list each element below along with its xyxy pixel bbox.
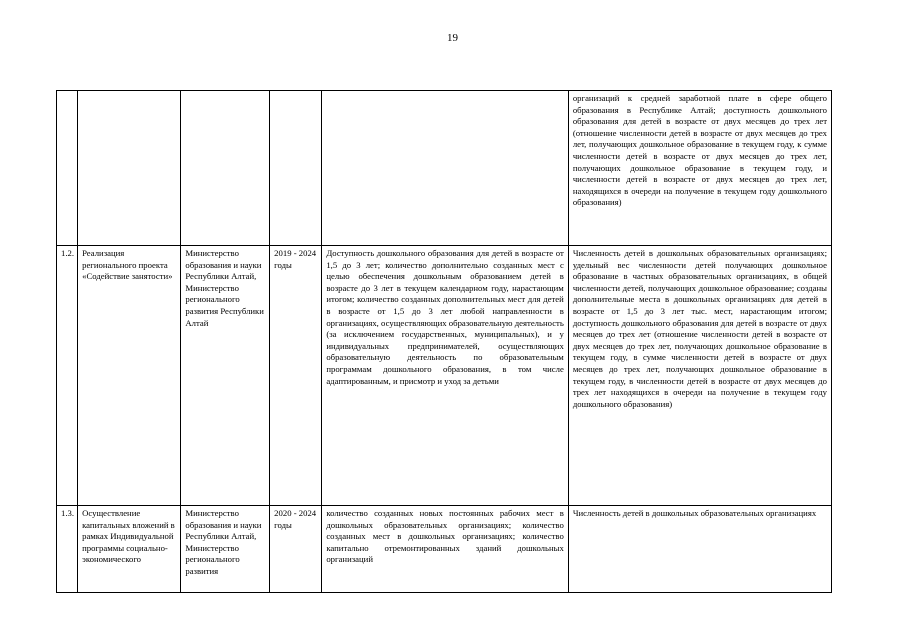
period-cell: 2020 - 2024 годы <box>270 506 322 593</box>
row-number-cell: 1.2. <box>57 246 78 506</box>
row-number-cell <box>57 91 78 246</box>
executor-cell: Министерство образования и науки Республики Алтай, Министерство регионального развития Республики Алтай <box>181 246 270 506</box>
results-cell: Численность детей в дошкольных образовательных организациях <box>568 506 831 593</box>
indicators-cell: количество созданных новых постоянных рабочих мест в дошкольных образовательных организациях; количество созданных мест в дошкольных организациях; количество капитально отремонтированных зданий дошкольных организаций <box>322 506 568 593</box>
indicators-cell <box>322 91 568 246</box>
results-cell: организаций к средней заработной плате в сфере общего образования в Республике Алтай; доступность дошкольного образования для детей в возрасте от двух месяцев до трех лет (отношение численности детей в возрасте от двух месяцев до трех лет, получающих дошкольное образование в текущем году, к сумме численности детей в возрасте от двух месяцев до трех лет, получающих дошкольное образование в текущем году, и численности детей в возрасте от двух месяцев до трех лет, находящихся в очереди на получение в текущем году дошкольного образования) <box>568 91 831 246</box>
table-row <box>57 506 832 593</box>
results-cell: Численность детей в дошкольных образовательных организациях; удельный вес численности детей получающих дошкольное образование в частных образовательных организациях, в общей численности детей, получающих дошкольное образование; созданы дополнительные места в дошкольных организациях для детей в возрасте от 1,5 до 3 лет тыс. мест, нарастающим итогом; доступность дошкольного образования для детей в возрасте от двух месяцев до трех лет (отношение численности детей в возрасте от двух месяцев до трех лет, получающих дошкольное образование в текущем году, в сумме численности детей в возрасте от двух месяцев до трех лет, получающих дошкольное образование в текущем году, в численности детей в возрасте от двух месяцев до трех лет находящихся в очереди на получение в текущем году дошкольного образования) <box>568 246 831 506</box>
indicators-cell: Доступность дошкольного образования для детей в возрасте от 1,5 до 3 лет; количество дополнительно созданных мест с целью обеспечения дошкольным образованием детей в возрасте до 3 лет в текущем календарном году, нарастающим итогом; количество созданных дополнительных мест для детей в возрасте от 1,5 до 3 лет любой направленности в организациях, осуществляющих образовательную деятельность (за исключением государственных, муниципальных), и у индивидуальных предпринимателей, осуществляющих образовательную деятельность по образовательным программам дошкольного образования, в том числе адаптированным, и присмотр и уход за детьми <box>322 246 568 506</box>
period-cell: 2019 - 2024 годы <box>270 246 322 506</box>
program-table <box>56 90 832 593</box>
period-cell <box>270 91 322 246</box>
row-number-cell: 1.3. <box>57 506 78 593</box>
page-number: 19 <box>447 32 458 44</box>
table-row <box>57 91 832 246</box>
measure-name-cell <box>78 91 181 246</box>
table-row <box>57 246 832 506</box>
measure-name-cell: Реализация регионального проекта «Содействие занятости» <box>78 246 181 506</box>
measure-name-cell: Осуществление капитальных вложений в рамках Индивидуальной программы социально-экономического <box>78 506 181 593</box>
executor-cell <box>181 91 270 246</box>
executor-cell: Министерство образования и науки Республики Алтай, Министерство регионального развития <box>181 506 270 593</box>
